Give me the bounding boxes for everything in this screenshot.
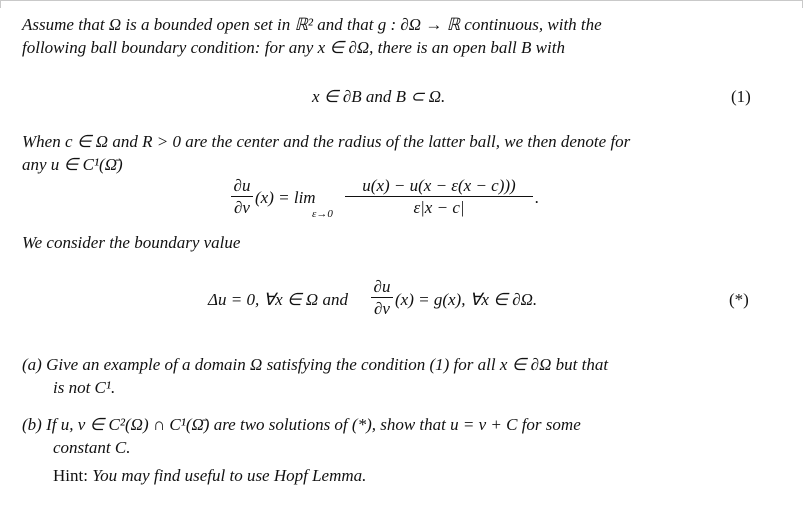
deriv-lhs-arg: (x) = lim — [255, 188, 316, 207]
bvp-fraction — [371, 277, 393, 318]
intro-line-2: following ball boundary condition: for any x ∈ ∂Ω, there is an open ball B with — [22, 38, 565, 57]
deriv-lhs-fraction — [231, 176, 253, 217]
bvp-bar — [371, 297, 393, 298]
deriv-lhs-denominator: ∂ν — [234, 198, 250, 217]
deriv-lim-subscript: ε→0 — [312, 208, 333, 220]
part-b-line-2: constant C. — [53, 438, 131, 457]
when-line-2: any u ∈ C¹(Ω̄) — [22, 155, 123, 174]
part-a-line-1: (a) Give an example of a domain Ω satisfying the condition (1) for all x ∈ ∂Ω but that — [22, 355, 609, 374]
deriv-rhs-numerator: u(x) − u(x − ε(x − c))) — [362, 176, 516, 195]
equation-1-number: (1) — [731, 87, 751, 106]
part-a-line-2: is not C¹. — [53, 378, 116, 397]
equation-1: x ∈ ∂B and B ⊂ Ω. — [312, 87, 446, 106]
bvp-left: Δu = 0, ∀x ∈ Ω and — [208, 290, 348, 309]
deriv-period: . — [535, 188, 540, 207]
page-top-border — [0, 0, 803, 9]
bvp-denominator: ∂ν — [374, 299, 390, 318]
intro-line-1: Assume that Ω is a bounded open set in ℝ² and that g : ∂Ω → ℝ continuous, with the — [22, 15, 602, 34]
deriv-rhs-fraction — [345, 176, 533, 217]
page-left-edge — [0, 0, 1, 8]
deriv-rhs-bar — [345, 196, 533, 197]
bvp-numerator: ∂u — [373, 277, 391, 296]
when-line-1: When c ∈ Ω and R > 0 are the center and the radius of the latter ball, we then denote for — [22, 132, 631, 151]
deriv-lhs-bar — [231, 196, 253, 197]
hint-label: Hint: — [53, 466, 88, 485]
hint-line — [53, 465, 366, 486]
consider-line: We consider the boundary value — [22, 233, 241, 252]
deriv-lhs-numerator: ∂u — [233, 176, 251, 195]
part-b-line-1: (b) If u, v ∈ C²(Ω) ∩ C¹(Ω̄) are two solutions of (*), show that u = v + C for some — [22, 415, 581, 434]
deriv-rhs-denominator: ε|x − c| — [413, 198, 465, 217]
hint-text: You may find useful to use Hopf Lemma. — [92, 466, 367, 485]
bvp-right: (x) = g(x), ∀x ∈ ∂Ω. — [395, 290, 538, 309]
bvp-number: (*) — [729, 290, 749, 309]
